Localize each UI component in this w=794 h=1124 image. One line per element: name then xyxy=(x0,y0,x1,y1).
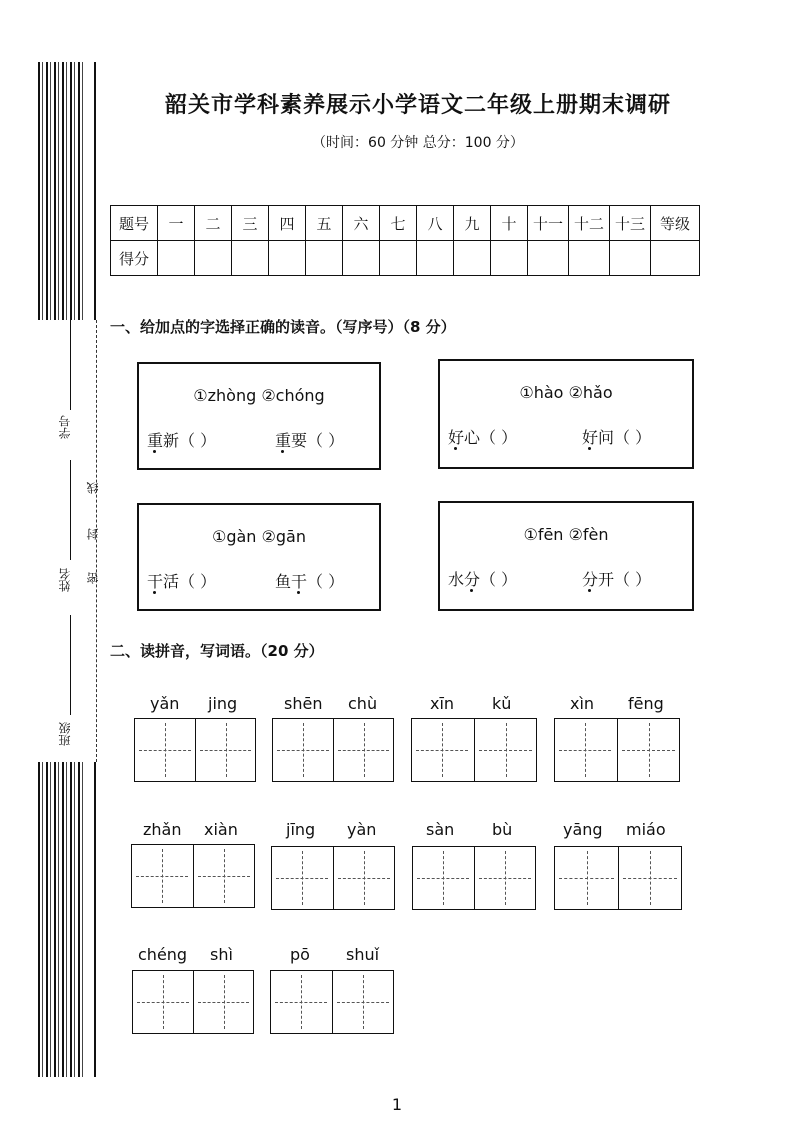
writing-grid[interactable] xyxy=(134,718,256,782)
score-cell[interactable] xyxy=(417,241,454,276)
score-header-cell: 九 xyxy=(454,206,491,241)
score-table-score-row xyxy=(111,241,700,276)
page-number: 1 xyxy=(391,1095,403,1114)
score-cell[interactable] xyxy=(306,241,343,276)
score-header-cell: 六 xyxy=(343,206,380,241)
writing-grid[interactable] xyxy=(554,718,680,782)
pinyin-label: xìn xyxy=(570,694,595,713)
word-item[interactable]: 水分（ ） xyxy=(448,567,517,590)
name-line xyxy=(70,460,71,560)
score-header-cell: 七 xyxy=(380,206,417,241)
writing-grid[interactable] xyxy=(132,970,254,1034)
student-id-line xyxy=(70,320,71,410)
student-id-label: 学号 xyxy=(58,415,72,439)
seal-char-mi: 密 xyxy=(86,572,100,584)
score-cell[interactable] xyxy=(491,241,528,276)
name-label: 姓名 xyxy=(58,568,72,592)
score-table xyxy=(110,205,700,276)
class-line xyxy=(70,615,71,715)
pinyin-label: xīn xyxy=(430,694,455,713)
pinyin-label: shēn xyxy=(284,694,323,713)
writing-grid[interactable] xyxy=(271,846,395,910)
score-header-cell: 三 xyxy=(232,206,269,241)
score-header-cell: 二 xyxy=(195,206,232,241)
word-item[interactable]: 鱼干（ ） xyxy=(275,569,344,592)
pinyin-label: shuǐ xyxy=(346,945,380,964)
pinyin-label: yǎn xyxy=(150,694,180,713)
writing-grid[interactable] xyxy=(412,846,536,910)
word-item[interactable]: 好心（ ） xyxy=(448,425,517,448)
exam-subtitle: （时间：60 分钟 总分：100 分） xyxy=(312,135,524,151)
score-cell[interactable] xyxy=(158,241,195,276)
section2-title: 二、读拼音，写词语。（20 分） xyxy=(110,642,324,660)
word-item[interactable]: 干活（ ） xyxy=(147,569,216,592)
word-item[interactable]: 分开（ ） xyxy=(582,567,651,590)
pinyin-label: jīng xyxy=(286,820,316,839)
exam-title: 韶关市学科素养展示小学语文二年级上册期末调研 xyxy=(164,93,671,118)
score-header-cell: 十 xyxy=(491,206,528,241)
pinyin-label: pō xyxy=(290,945,310,964)
seal-char-feng: 封 xyxy=(86,528,100,540)
score-cell[interactable] xyxy=(380,241,417,276)
score-header-cell: 题号 xyxy=(111,206,158,241)
word-item[interactable]: 重新（ ） xyxy=(147,428,216,451)
score-cell[interactable] xyxy=(528,241,569,276)
word-item[interactable]: 好问（ ） xyxy=(582,425,651,448)
seal-char-line: 线 xyxy=(86,482,100,494)
score-row-label: 得分 xyxy=(111,241,158,276)
pinyin-label: yàn xyxy=(347,820,377,839)
score-header-cell: 四 xyxy=(269,206,306,241)
pinyin-label: yāng xyxy=(563,820,603,839)
pronunciation-options: ①zhòng ②chóng xyxy=(193,386,325,405)
word-item[interactable]: 重要（ ） xyxy=(275,428,344,451)
pinyin-label: miáo xyxy=(626,820,666,839)
pronunciation-options: ①fēn ②fèn xyxy=(523,525,609,544)
score-header-cell: 等级 xyxy=(651,206,700,241)
pinyin-label: chù xyxy=(348,694,378,713)
pinyin-label: fēng xyxy=(628,694,664,713)
pinyin-label: xiàn xyxy=(204,820,238,839)
pinyin-label: chéng xyxy=(138,945,188,964)
pronunciation-box-1 xyxy=(137,362,381,470)
class-label: 班级 xyxy=(58,722,72,746)
pinyin-label: kǔ xyxy=(492,694,512,713)
writing-grid[interactable] xyxy=(554,846,682,910)
pronunciation-options: ①gàn ②gān xyxy=(212,527,306,546)
score-header-cell: 八 xyxy=(417,206,454,241)
writing-grid[interactable] xyxy=(272,718,394,782)
pinyin-label: jing xyxy=(208,694,238,713)
pronunciation-options: ①hào ②hǎo xyxy=(519,383,613,402)
score-cell[interactable] xyxy=(343,241,380,276)
score-header-cell: 十二 xyxy=(569,206,610,241)
score-cell[interactable] xyxy=(569,241,610,276)
score-cell[interactable] xyxy=(454,241,491,276)
pronunciation-box-3 xyxy=(137,503,381,611)
pinyin-label: sàn xyxy=(426,820,455,839)
score-header-cell: 十一 xyxy=(528,206,569,241)
score-cell[interactable] xyxy=(651,241,700,276)
score-cell[interactable] xyxy=(232,241,269,276)
score-cell[interactable] xyxy=(195,241,232,276)
score-header-cell: 十三 xyxy=(610,206,651,241)
writing-grid[interactable] xyxy=(411,718,537,782)
pinyin-label: bù xyxy=(492,820,513,839)
writing-grid[interactable] xyxy=(131,844,255,908)
seal-line xyxy=(96,320,97,762)
binding-strip-bottom xyxy=(38,762,100,1077)
score-table-header-row xyxy=(111,206,700,241)
pinyin-label: shì xyxy=(210,945,233,964)
pronunciation-box-2 xyxy=(438,359,694,469)
score-header-cell: 一 xyxy=(158,206,195,241)
score-cell[interactable] xyxy=(610,241,651,276)
section1-title: 一、给加点的字选择正确的读音。（写序号）（8 分） xyxy=(110,318,456,336)
writing-grid[interactable] xyxy=(270,970,394,1034)
pinyin-label: zhǎn xyxy=(143,820,182,839)
score-header-cell: 五 xyxy=(306,206,343,241)
score-cell[interactable] xyxy=(269,241,306,276)
pronunciation-box-4 xyxy=(438,501,694,611)
binding-strip-top xyxy=(38,62,100,320)
